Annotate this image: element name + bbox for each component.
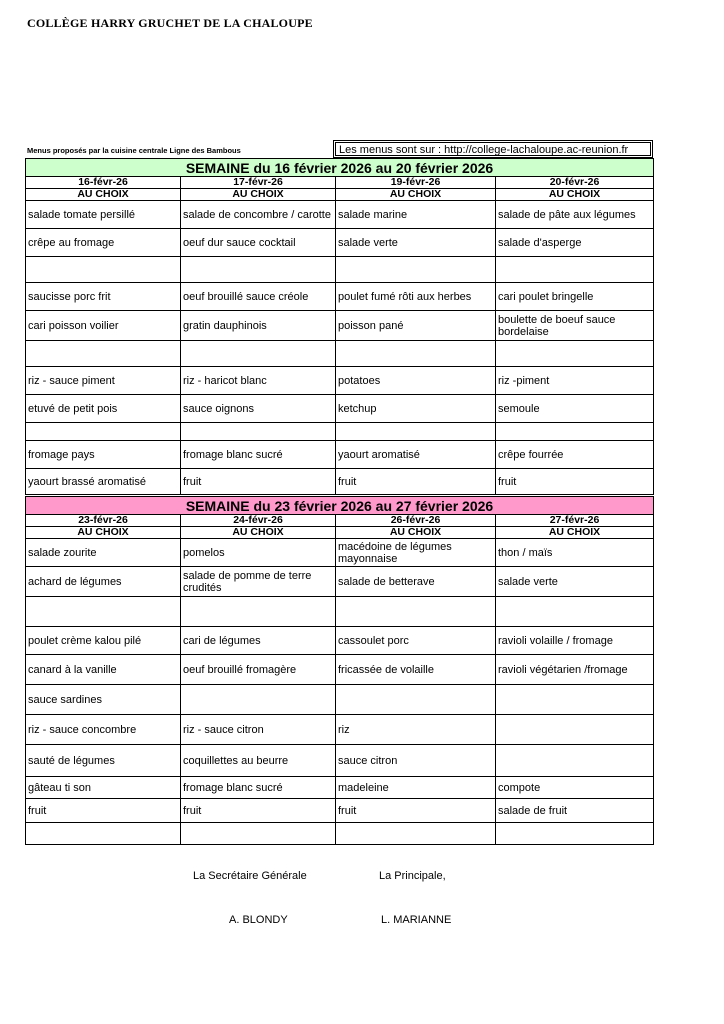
menu-cell: oeuf brouillé fromagère bbox=[181, 655, 336, 685]
menu-cell bbox=[336, 685, 496, 715]
menu-cell: riz - sauce citron bbox=[181, 715, 336, 745]
au-choix-header: AU CHOIX bbox=[496, 189, 654, 201]
menu-cell: fruit bbox=[181, 799, 336, 823]
menu-cell: salade de concombre / carotte bbox=[181, 201, 336, 229]
menu-cell: sauce sardines bbox=[26, 685, 181, 715]
menu-cell bbox=[336, 257, 496, 283]
menu-row bbox=[26, 283, 654, 311]
day-header: 26-févr-26 bbox=[336, 515, 496, 527]
menu-cell bbox=[496, 423, 654, 441]
menu-cell bbox=[181, 341, 336, 367]
menu-cell: fromage blanc sucré bbox=[181, 777, 336, 799]
menu-cell: riz - haricot blanc bbox=[181, 367, 336, 395]
menu-cell: riz bbox=[336, 715, 496, 745]
menu-cell bbox=[26, 257, 181, 283]
menu-row bbox=[26, 777, 654, 799]
au-choix-header: AU CHOIX bbox=[336, 527, 496, 539]
day-header: 16-févr-26 bbox=[26, 177, 181, 189]
menu-cell: fruit bbox=[181, 469, 336, 495]
menu-cell: saucisse porc frit bbox=[26, 283, 181, 311]
menu-row bbox=[26, 715, 654, 745]
menu-cell: salade de fruit bbox=[496, 799, 654, 823]
menu-cell: riz -piment bbox=[496, 367, 654, 395]
menu-cell: oeuf dur sauce cocktail bbox=[181, 229, 336, 257]
menu-cell: coquillettes au beurre bbox=[181, 745, 336, 777]
menu-row bbox=[26, 567, 654, 597]
menu-row bbox=[26, 423, 654, 441]
au-choix-header: AU CHOIX bbox=[496, 527, 654, 539]
menu-row bbox=[26, 367, 654, 395]
menu-cell bbox=[496, 823, 654, 845]
menu-cell bbox=[181, 257, 336, 283]
menu-cell bbox=[336, 597, 496, 627]
menu-cell: ravioli volaille / fromage bbox=[496, 627, 654, 655]
menu-cell: ravioli végétarien /fromage bbox=[496, 655, 654, 685]
menu-row bbox=[26, 469, 654, 495]
menu-row bbox=[26, 229, 654, 257]
menu-cell: salade verte bbox=[496, 567, 654, 597]
menu-cell: yaourt aromatisé bbox=[336, 441, 496, 469]
kitchen-subtitle: Menus proposés par la cuisine centrale Ligne des Bambous bbox=[27, 146, 241, 155]
menu-cell: gâteau ti son bbox=[26, 777, 181, 799]
menu-cell bbox=[496, 715, 654, 745]
menu-cell: thon / maïs bbox=[496, 539, 654, 567]
menu-cell: salade zourite bbox=[26, 539, 181, 567]
menu-cell bbox=[496, 685, 654, 715]
menu-row bbox=[26, 823, 654, 845]
menu-row bbox=[26, 655, 654, 685]
day-header: 20-févr-26 bbox=[496, 177, 654, 189]
menu-cell: sauté de légumes bbox=[26, 745, 181, 777]
menu-cell: salade marine bbox=[336, 201, 496, 229]
menu-row bbox=[26, 799, 654, 823]
menu-cell bbox=[181, 823, 336, 845]
menu-cell: poulet fumé rôti aux herbes bbox=[336, 283, 496, 311]
menu-cell: riz - sauce concombre bbox=[26, 715, 181, 745]
menu-cell bbox=[26, 823, 181, 845]
menu-cell: crêpe au fromage bbox=[26, 229, 181, 257]
menu-cell bbox=[181, 597, 336, 627]
menu-cell: poulet crème kalou pilé bbox=[26, 627, 181, 655]
menu-cell: salade de pomme de terre crudités bbox=[181, 567, 336, 597]
au-choix-header: AU CHOIX bbox=[26, 527, 181, 539]
day-header: 19-févr-26 bbox=[336, 177, 496, 189]
principal-name: L. MARIANNE bbox=[381, 914, 452, 926]
menu-cell: fruit bbox=[336, 799, 496, 823]
menu-cell: sauce oignons bbox=[181, 395, 336, 423]
menu-cell bbox=[181, 685, 336, 715]
menu-cell bbox=[26, 597, 181, 627]
menu-cell: cari poisson voilier bbox=[26, 311, 181, 341]
menu-cell: cari poulet bringelle bbox=[496, 283, 654, 311]
menu-cell: achard de légumes bbox=[26, 567, 181, 597]
menu-link-box: Les menus sont sur : http://college-lachaloupe.ac-reunion.fr bbox=[335, 142, 651, 156]
menu-cell: cassoulet porc bbox=[336, 627, 496, 655]
menu-cell: fruit bbox=[496, 469, 654, 495]
secretary-title: La Secrétaire Générale bbox=[193, 870, 307, 882]
menu-row bbox=[26, 441, 654, 469]
menu-cell bbox=[496, 257, 654, 283]
day-header: 17-févr-26 bbox=[181, 177, 336, 189]
menu-cell: salade d'asperge bbox=[496, 229, 654, 257]
week-2-menu-table bbox=[25, 496, 654, 845]
menu-cell: oeuf brouillé sauce créole bbox=[181, 283, 336, 311]
menu-cell: crêpe fourrée bbox=[496, 441, 654, 469]
menu-cell bbox=[26, 341, 181, 367]
menu-row bbox=[26, 745, 654, 777]
menu-row bbox=[26, 257, 654, 283]
menu-cell: riz - sauce piment bbox=[26, 367, 181, 395]
week-1-menu-table bbox=[25, 158, 654, 495]
day-header: 24-févr-26 bbox=[181, 515, 336, 527]
menu-cell: fricassée de volaille bbox=[336, 655, 496, 685]
menu-cell: salade de betterave bbox=[336, 567, 496, 597]
menu-cell bbox=[336, 423, 496, 441]
day-header: 27-févr-26 bbox=[496, 515, 654, 527]
menu-cell: fromage pays bbox=[26, 441, 181, 469]
menu-cell bbox=[26, 423, 181, 441]
menu-cell bbox=[496, 341, 654, 367]
menu-cell bbox=[496, 745, 654, 777]
menu-cell: canard à la vanille bbox=[26, 655, 181, 685]
menu-row bbox=[26, 597, 654, 627]
menu-cell: boulette de boeuf sauce bordelaise bbox=[496, 311, 654, 341]
menu-cell: poisson pané bbox=[336, 311, 496, 341]
menu-cell: fromage blanc sucré bbox=[181, 441, 336, 469]
menu-row bbox=[26, 685, 654, 715]
menu-cell bbox=[336, 341, 496, 367]
menu-cell: compote bbox=[496, 777, 654, 799]
au-choix-header: AU CHOIX bbox=[181, 527, 336, 539]
menu-cell: sauce citron bbox=[336, 745, 496, 777]
menu-cell: gratin dauphinois bbox=[181, 311, 336, 341]
menu-row bbox=[26, 627, 654, 655]
menu-cell: potatoes bbox=[336, 367, 496, 395]
menu-cell: madeleine bbox=[336, 777, 496, 799]
au-choix-header: AU CHOIX bbox=[181, 189, 336, 201]
menu-row bbox=[26, 311, 654, 341]
au-choix-header: AU CHOIX bbox=[26, 189, 181, 201]
week-title: SEMAINE du 16 février 2026 au 20 février 2026 bbox=[26, 159, 654, 177]
menu-cell: cari de légumes bbox=[181, 627, 336, 655]
menu-cell: etuvé de petit pois bbox=[26, 395, 181, 423]
menu-cell: semoule bbox=[496, 395, 654, 423]
menu-cell: fruit bbox=[26, 799, 181, 823]
week-title: SEMAINE du 23 février 2026 au 27 février 2026 bbox=[26, 497, 654, 515]
menu-row bbox=[26, 201, 654, 229]
menu-cell: ketchup bbox=[336, 395, 496, 423]
menu-cell bbox=[181, 423, 336, 441]
menu-cell: macédoine de légumes mayonnaise bbox=[336, 539, 496, 567]
menu-cell bbox=[496, 597, 654, 627]
menu-cell: pomelos bbox=[181, 539, 336, 567]
menu-cell: salade de pâte aux légumes bbox=[496, 201, 654, 229]
menu-row bbox=[26, 395, 654, 423]
menu-row bbox=[26, 341, 654, 367]
menu-cell: yaourt brassé aromatisé bbox=[26, 469, 181, 495]
au-choix-header: AU CHOIX bbox=[336, 189, 496, 201]
menu-row bbox=[26, 539, 654, 567]
menu-cell bbox=[336, 823, 496, 845]
school-name: COLLÈGE HARRY GRUCHET DE LA CHALOUPE bbox=[27, 16, 313, 30]
menu-cell: fruit bbox=[336, 469, 496, 495]
day-header: 23-févr-26 bbox=[26, 515, 181, 527]
principal-title: La Principale, bbox=[379, 870, 446, 882]
menu-cell: salade tomate persillé bbox=[26, 201, 181, 229]
secretary-name: A. BLONDY bbox=[229, 914, 288, 926]
menu-cell: salade verte bbox=[336, 229, 496, 257]
